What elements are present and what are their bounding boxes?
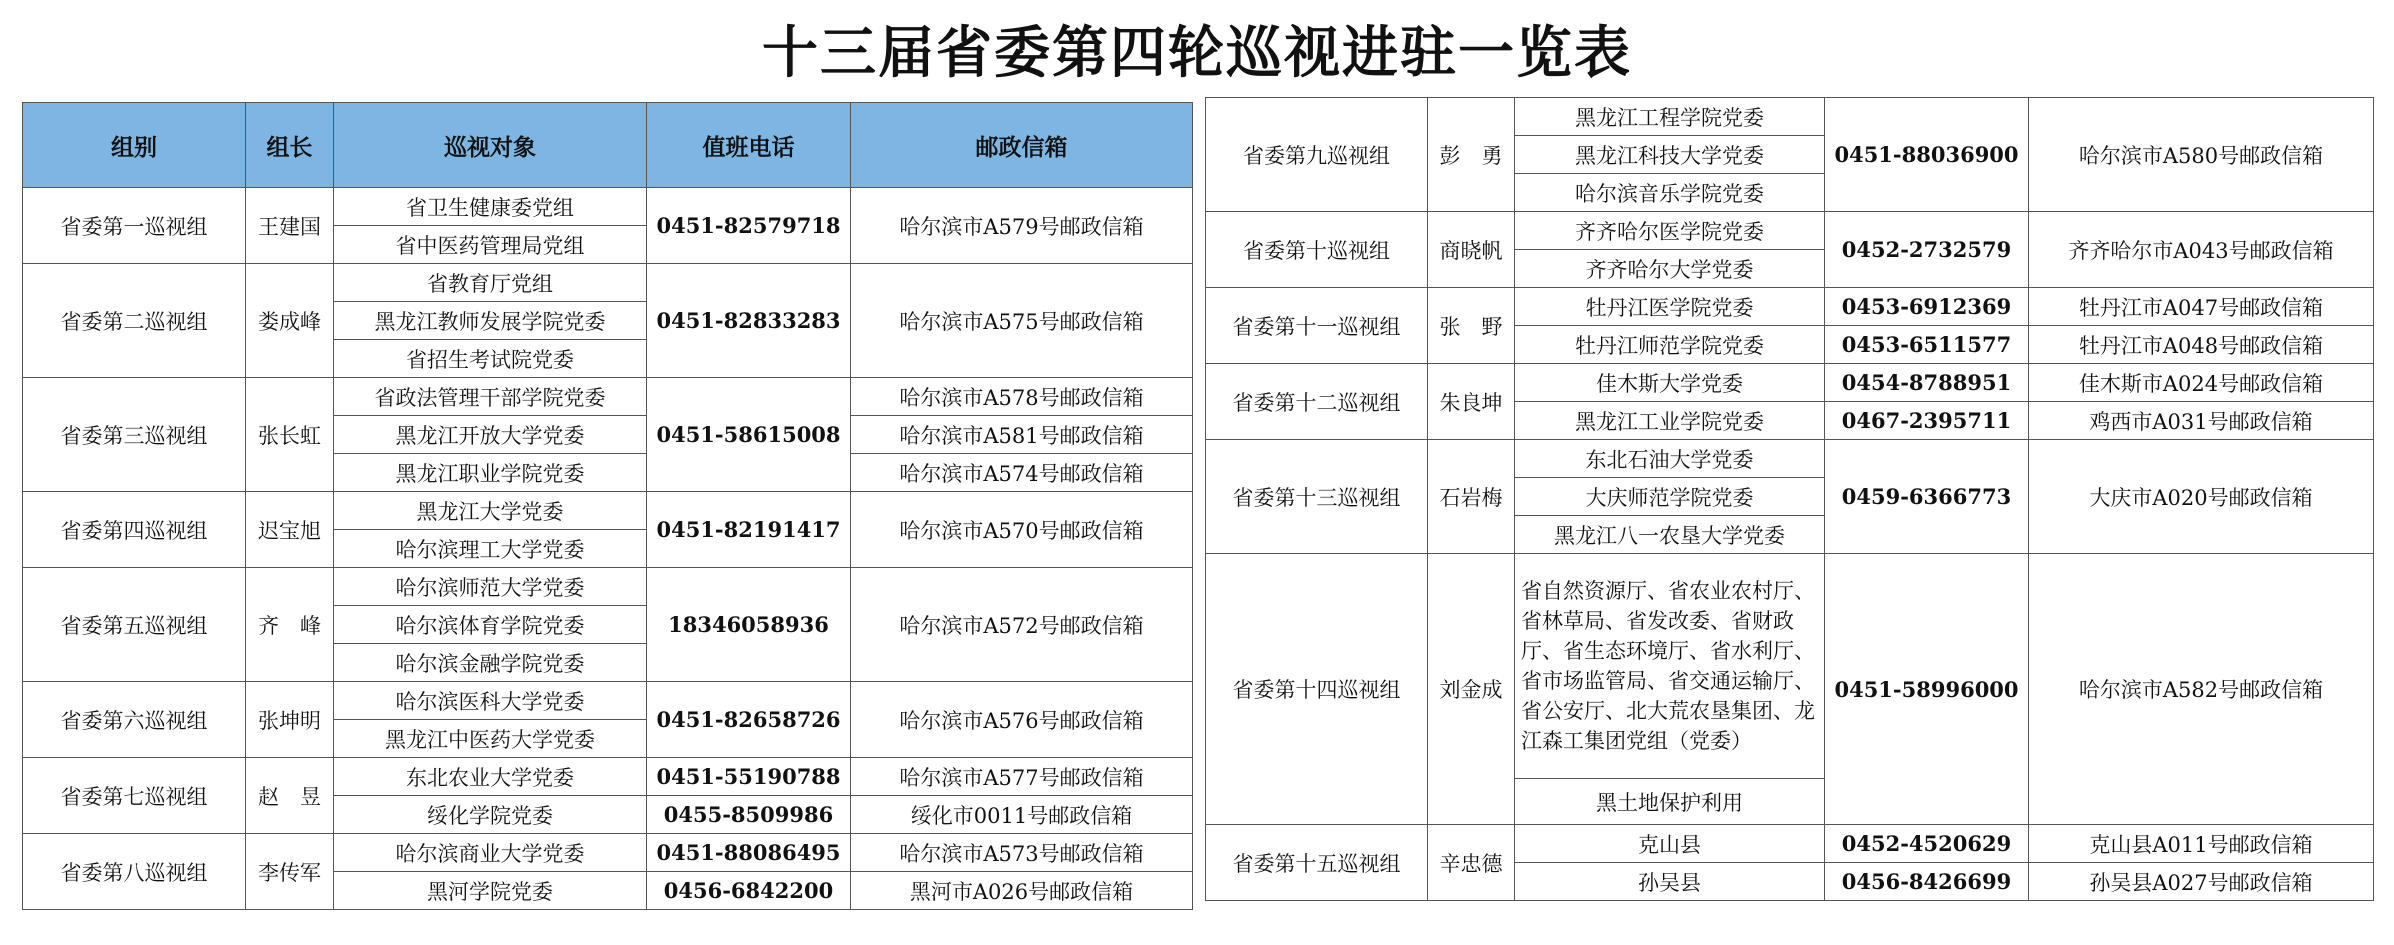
target-cell: 黑龙江开放大学党委 [334,416,647,454]
target-cell: 省教育厅党组 [334,264,647,302]
target-cell: 哈尔滨音乐学院党委 [1515,174,1825,212]
group-name: 省委第十四巡视组 [1206,554,1428,825]
mailbox-cell: 哈尔滨市A570号邮政信箱 [851,492,1193,568]
header-group: 组别 [23,103,246,188]
group-name: 省委第八巡视组 [23,834,246,910]
group-name: 省委第六巡视组 [23,682,246,758]
target-cell: 克山县 [1515,825,1825,863]
target-cell: 黑龙江中医药大学党委 [334,720,647,758]
leader-name: 王建国 [246,188,334,264]
target-cell: 省自然资源厅、省农业农村厅、省林草局、省发改委、省财政厅、省生态环境厅、省水利厅、省市场监管局、省交通运输厅、省公安厅、北大荒农垦集团、龙江森工集团党组（党委） [1515,554,1825,779]
table-row [1206,288,2374,326]
table-row [1206,364,2374,402]
header-leader: 组长 [246,103,334,188]
mailbox-cell: 大庆市A020号邮政信箱 [2029,440,2374,554]
table-row [1206,554,2374,779]
target-cell: 省中医药管理局党组 [334,226,647,264]
phone-cell: 0451-55190788 [647,758,851,796]
page-title: 十三届省委第四轮巡视进驻一览表 [762,20,1632,86]
phone-cell: 0452-4520629 [1825,825,2029,863]
mailbox-cell: 哈尔滨市A573号邮政信箱 [851,834,1193,872]
target-cell: 哈尔滨理工大学党委 [334,530,647,568]
group-name: 省委第二巡视组 [23,264,246,378]
group-name: 省委第十三巡视组 [1206,440,1428,554]
phone-cell: 0453-6912369 [1825,288,2029,326]
table-row [23,568,1193,606]
leader-name: 彭 勇 [1428,98,1515,212]
target-cell: 省卫生健康委党组 [334,188,647,226]
phone-cell: 0456-8426699 [1825,863,2029,901]
target-cell: 黑龙江大学党委 [334,492,647,530]
phone-cell: 0451-82191417 [647,492,851,568]
table-row [1206,212,2374,250]
header-mailbox: 邮政信箱 [851,103,1193,188]
table-row [23,188,1193,226]
mailbox-cell: 佳木斯市A024号邮政信箱 [2029,364,2374,402]
group-name: 省委第九巡视组 [1206,98,1428,212]
target-cell: 大庆师范学院党委 [1515,478,1825,516]
table-row [1206,440,2374,478]
target-cell: 哈尔滨商业大学党委 [334,834,647,872]
target-cell: 绥化学院党委 [334,796,647,834]
table-row [23,378,1193,416]
target-cell: 黑土地保护利用 [1515,779,1825,825]
leader-name: 商晓帆 [1428,212,1515,288]
target-cell: 黑龙江职业学院党委 [334,454,647,492]
table-row [23,758,1193,796]
table-row [23,682,1193,720]
leader-name: 朱良坤 [1428,364,1515,440]
mailbox-cell: 哈尔滨市A581号邮政信箱 [851,416,1193,454]
leader-name: 刘金成 [1428,554,1515,825]
leader-name: 石岩梅 [1428,440,1515,554]
mailbox-cell: 牡丹江市A048号邮政信箱 [2029,326,2374,364]
mailbox-cell: 哈尔滨市A574号邮政信箱 [851,454,1193,492]
target-cell: 东北农业大学党委 [334,758,647,796]
target-cell: 省政法管理干部学院党委 [334,378,647,416]
phone-cell: 0454-8788951 [1825,364,2029,402]
group-name: 省委第五巡视组 [23,568,246,682]
group-name: 省委第十二巡视组 [1206,364,1428,440]
group-name: 省委第十五巡视组 [1206,825,1428,901]
table-row [23,492,1193,530]
target-cell: 哈尔滨师范大学党委 [334,568,647,606]
mailbox-cell: 黑河市A026号邮政信箱 [851,872,1193,910]
mailbox-cell: 哈尔滨市A577号邮政信箱 [851,758,1193,796]
header-row [23,103,1193,188]
leader-name: 张坤明 [246,682,334,758]
header-phone: 值班电话 [647,103,851,188]
target-cell: 齐齐哈尔大学党委 [1515,250,1825,288]
phone-cell: 0451-88036900 [1825,98,2029,212]
leader-name: 张 野 [1428,288,1515,364]
mailbox-cell: 孙吴县A027号邮政信箱 [2029,863,2374,901]
target-cell: 牡丹江师范学院党委 [1515,326,1825,364]
phone-cell: 18346058936 [647,568,851,682]
table-row [23,834,1193,872]
target-cell: 黑龙江八一农垦大学党委 [1515,516,1825,554]
group-name: 省委第七巡视组 [23,758,246,834]
target-cell: 黑河学院党委 [334,872,647,910]
target-cell: 哈尔滨体育学院党委 [334,606,647,644]
table-row [23,264,1193,302]
left-table [22,102,1193,910]
target-cell: 东北石油大学党委 [1515,440,1825,478]
target-cell: 佳木斯大学党委 [1515,364,1825,402]
mailbox-cell: 哈尔滨市A576号邮政信箱 [851,682,1193,758]
group-name: 省委第四巡视组 [23,492,246,568]
mailbox-cell: 齐齐哈尔市A043号邮政信箱 [2029,212,2374,288]
phone-cell: 0456-6842200 [647,872,851,910]
leader-name: 娄成峰 [246,264,334,378]
phone-cell: 0452-2732579 [1825,212,2029,288]
phone-cell: 0453-6511577 [1825,326,2029,364]
target-cell: 孙吴县 [1515,863,1825,901]
group-name: 省委第十巡视组 [1206,212,1428,288]
group-name: 省委第十一巡视组 [1206,288,1428,364]
right-table [1205,97,2374,901]
mailbox-cell: 鸡西市A031号邮政信箱 [2029,402,2374,440]
phone-cell: 0451-88086495 [647,834,851,872]
target-cell: 黑龙江科技大学党委 [1515,136,1825,174]
table-row [1206,98,2374,136]
mailbox-cell: 哈尔滨市A580号邮政信箱 [2029,98,2374,212]
phone-cell: 0467-2395711 [1825,402,2029,440]
target-cell: 黑龙江工业学院党委 [1515,402,1825,440]
target-cell: 黑龙江工程学院党委 [1515,98,1825,136]
group-name: 省委第三巡视组 [23,378,246,492]
mailbox-cell: 哈尔滨市A579号邮政信箱 [851,188,1193,264]
leader-name: 迟宝旭 [246,492,334,568]
phone-cell: 0451-82833283 [647,264,851,378]
target-cell: 牡丹江医学院党委 [1515,288,1825,326]
mailbox-cell: 哈尔滨市A582号邮政信箱 [2029,554,2374,825]
phone-cell: 0451-58996000 [1825,554,2029,825]
mailbox-cell: 哈尔滨市A572号邮政信箱 [851,568,1193,682]
phone-cell: 0451-58615008 [647,378,851,492]
target-cell: 哈尔滨金融学院党委 [334,644,647,682]
leader-name: 张长虹 [246,378,334,492]
mailbox-cell: 克山县A011号邮政信箱 [2029,825,2374,863]
group-name: 省委第一巡视组 [23,188,246,264]
phone-cell: 0451-82658726 [647,682,851,758]
target-cell: 齐齐哈尔医学院党委 [1515,212,1825,250]
header-target: 巡视对象 [334,103,647,188]
phone-cell: 0459-6366773 [1825,440,2029,554]
target-cell: 省招生考试院党委 [334,340,647,378]
leader-name: 赵 昱 [246,758,334,834]
table-row [1206,825,2374,863]
phone-cell: 0451-82579718 [647,188,851,264]
mailbox-cell: 哈尔滨市A575号邮政信箱 [851,264,1193,378]
leader-name: 辛忠德 [1428,825,1515,901]
mailbox-cell: 绥化市0011号邮政信箱 [851,796,1193,834]
mailbox-cell: 哈尔滨市A578号邮政信箱 [851,378,1193,416]
phone-cell: 0455-8509986 [647,796,851,834]
target-cell: 黑龙江教师发展学院党委 [334,302,647,340]
leader-name: 李传军 [246,834,334,910]
leader-name: 齐 峰 [246,568,334,682]
target-cell: 哈尔滨医科大学党委 [334,682,647,720]
mailbox-cell: 牡丹江市A047号邮政信箱 [2029,288,2374,326]
